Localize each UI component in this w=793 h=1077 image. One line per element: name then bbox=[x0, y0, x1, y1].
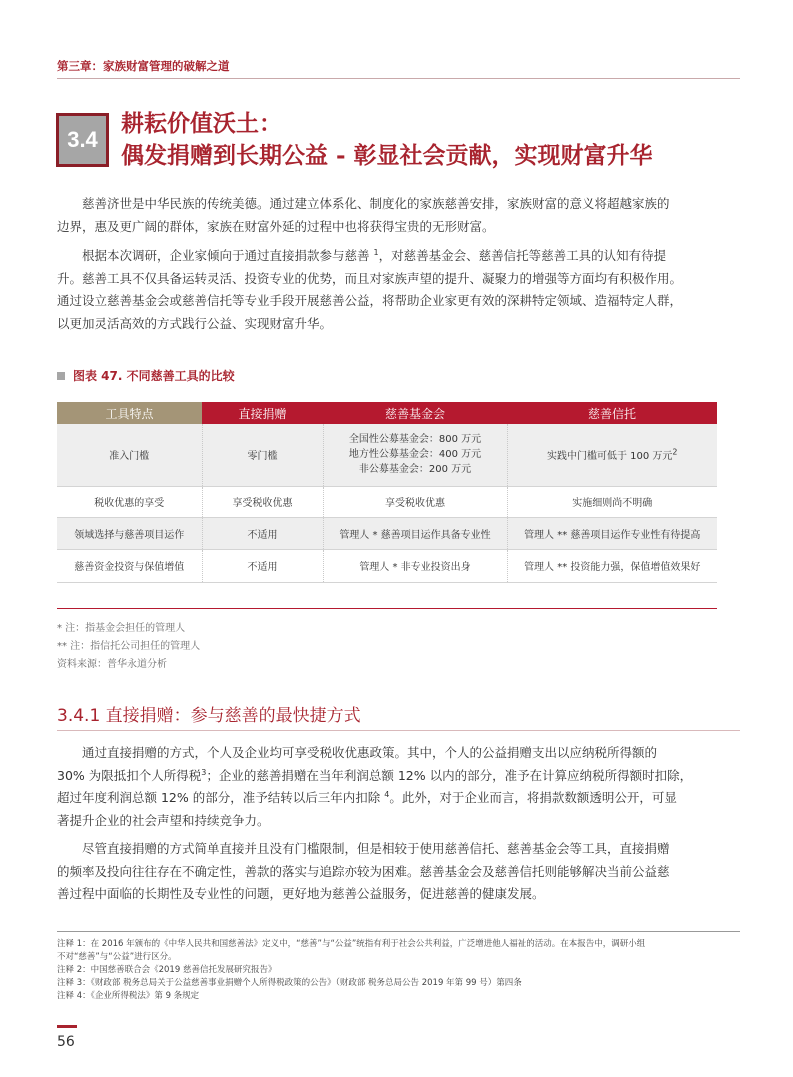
cell-feature: 领域选择与慈善项目运作 bbox=[57, 517, 202, 549]
cell-trust: 实施细则尚不明确 bbox=[507, 486, 717, 517]
table-row bbox=[57, 517, 717, 549]
section-number: 3.4 bbox=[67, 127, 98, 152]
section-number-box bbox=[56, 113, 109, 167]
cell-foundation: 管理人 * 慈善项目运作具备专业性 bbox=[323, 517, 507, 549]
header-direct: 直接捐赠 bbox=[202, 402, 323, 424]
header-feature: 工具特点 bbox=[57, 402, 202, 424]
cell-trust: 管理人 ** 慈善项目运作专业性有待提高 bbox=[507, 517, 717, 549]
cell-trust: 实践中门槛可低于 100 万元$^2$ bbox=[507, 424, 717, 486]
cell-direct: 零门槛 bbox=[202, 424, 323, 486]
figure-bullet-icon bbox=[57, 372, 65, 380]
footnotes bbox=[57, 938, 740, 1003]
footnote-ref-2[interactable]: 2 bbox=[672, 447, 678, 457]
subsection-paragraph-2: 尽管直接捐赠的方式简单直接并且没有门槛限制，但是相较于使用慈善信托、慈善基金会等工具，直接捐赠 的频率及投向往往存在不确定性，善款的落实与追踪亦较为困难。慈善基金会及慈善信托则能够解决当前公益慈 善过程中面临的长期性及专业性的问题，更好地为慈善公益服务，促进慈善的健康发展。 bbox=[57, 841, 670, 901]
footnote-2: 注释 2：中国慈善联合会《2019 慈善信托发展研究报告》 bbox=[57, 965, 277, 975]
comparison-table bbox=[57, 402, 717, 583]
footnote-1-cont: 不对“慈善”与“公益”进行区分。 bbox=[57, 952, 177, 962]
footnote-3: 注释 3：《财政部 税务总局关于公益慈善事业捐赠个人所得税政策的公告》（财政部 税务总局公告 2019 年第 99 号）第四条 bbox=[57, 978, 522, 988]
cell-direct: 不适用 bbox=[202, 517, 323, 549]
cell-feature: 准入门槛 bbox=[57, 424, 202, 486]
cell-foundation: 全国性公募基金会：800 万元 地方性公募基金会：400 万元 非公募基金会：200 万元 bbox=[323, 424, 507, 486]
header-trust: 慈善信托 bbox=[507, 402, 717, 424]
cell-foundation: 管理人 * 非专业投资出身 bbox=[323, 549, 507, 582]
section-title-line2: 偶发捐赠到长期公益 - 彰显社会贡献，实现财富升华 bbox=[121, 142, 653, 169]
footnote-ref-1[interactable]: 1 bbox=[373, 247, 379, 257]
figure-title: 图表 47. 不同慈善工具的比较 bbox=[57, 367, 235, 384]
intro-paragraph-2: 根据本次调研，企业家倾向于通过直接捐款参与慈善 $^1$，对慈善基金会、慈善信托等慈善工具的认知有待提 升。慈善工具不仅具备运转灵活、投资专业的优势，而且对家族声望的提升、凝聚力的增强等方面均有积极作用。 通过设立慈善基金会或慈善信托等专业手段开展慈善公益，将帮助企业家更有效的深耕特定领域、造福特定人群， 以更加灵活高效的方式践行公益、实现财富升华。 bbox=[57, 247, 683, 331]
cell-foundation: 享受税收优惠 bbox=[323, 486, 507, 517]
running-head: 第三章：家族财富管理的破解之道 bbox=[57, 59, 230, 73]
footnote-4: 注释 4：《企业所得税法》第 9 条规定 bbox=[57, 991, 200, 1001]
subsection-paragraph-1: 通过直接捐赠的方式，个人及企业均可享受税收优惠政策。其中，个人的公益捐赠支出以应纳税所得额的 30% 为限抵扣个人所得税$^3$；企业的慈善捐赠在当年利润总额 12% 以内的部分，准予在计算应纳税所得额时扣除， 超过年度利润总额 12% 的部分，准予结转以后三年内扣除 $^4$。此外，对于企业而言，将捐款数额透明公开，可显 著提升企业的社会声望和持续竞争力。 bbox=[57, 745, 693, 828]
intro-paragraph-1: 慈善济世是中华民族的传统美德。通过建立体系化、制度化的家族慈善安排，家族财富的意义将超越家族的 边界，惠及更广阔的群体，家族在财富外延的过程中也将获得宝贵的无形财富。 bbox=[57, 196, 670, 234]
cell-feature: 税收优惠的享受 bbox=[57, 486, 202, 517]
section-title-line1: 耕耘价值沃土： bbox=[121, 110, 282, 137]
footnote-divider bbox=[57, 931, 740, 932]
table-source: 资料来源：普华永道分析 bbox=[57, 659, 167, 670]
footnote-ref-3[interactable]: 3 bbox=[201, 767, 207, 777]
footnote-ref-4[interactable]: 4 bbox=[384, 789, 390, 799]
table-header-row bbox=[57, 402, 717, 424]
section-title bbox=[121, 108, 653, 172]
page-number: 56 bbox=[57, 1034, 75, 1050]
footnote-1: 注释 1：在 2016 年颁布的《中华人民共和国慈善法》定义中，“慈善”与“公益”统指有利于社会公共利益，广泛增进他人福祉的活动。在本报告中，调研小组 bbox=[57, 939, 646, 949]
header-divider bbox=[57, 78, 740, 79]
cell-direct: 不适用 bbox=[202, 549, 323, 582]
table-row bbox=[57, 549, 717, 582]
cell-feature: 慈善资金投资与保值增值 bbox=[57, 549, 202, 582]
subsection-title: 3.4.1 直接捐赠：参与慈善的最快捷方式 bbox=[57, 706, 361, 726]
header-foundation: 慈善基金会 bbox=[323, 402, 507, 424]
table-note-2: ** 注：指信托公司担任的管理人 bbox=[57, 641, 201, 652]
table-note-1: * 注：指基金会担任的管理人 bbox=[57, 623, 186, 634]
cell-trust: 管理人 ** 投资能力强，保值增值效果好 bbox=[507, 549, 717, 582]
table-row bbox=[57, 486, 717, 517]
cell-direct: 享受税收优惠 bbox=[202, 486, 323, 517]
table-row bbox=[57, 424, 717, 486]
table-bottom-rule bbox=[57, 608, 717, 609]
subsection-divider bbox=[57, 730, 740, 731]
page-number-mark bbox=[57, 1025, 77, 1028]
